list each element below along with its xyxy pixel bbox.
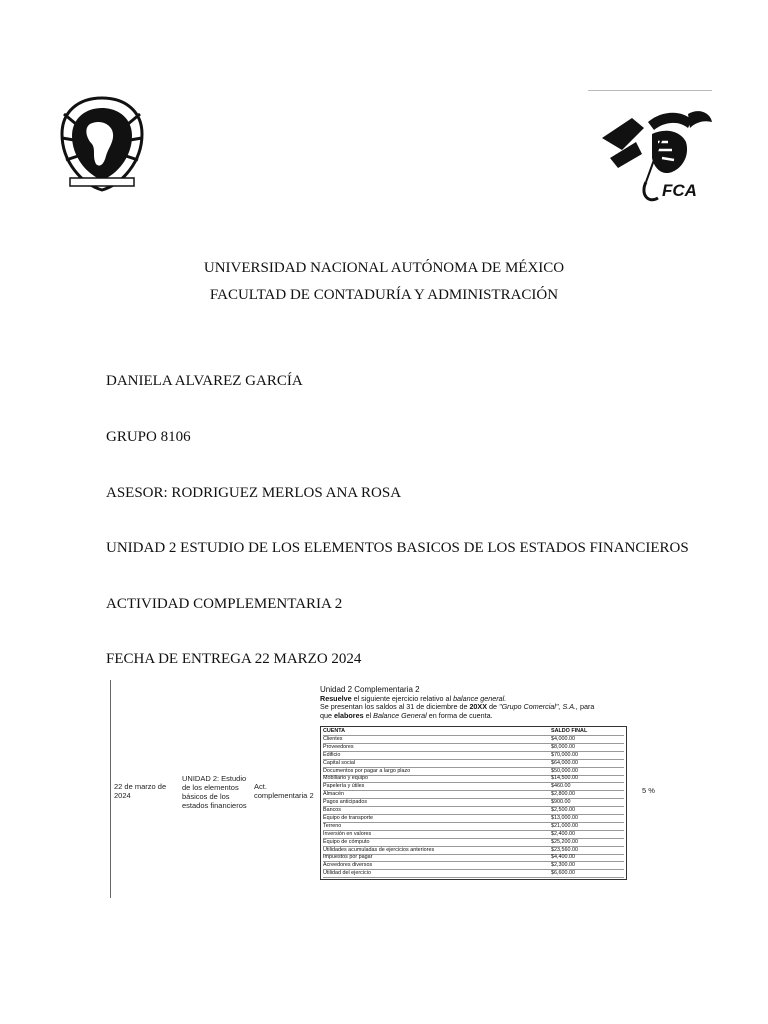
exercise-line-2: Se presentan los saldos al 31 de diciembre de 20XX de "Grupo Comercial", S.A., para xyxy=(320,702,595,712)
account-name: Proveedores xyxy=(323,743,354,750)
account-name: Clientes xyxy=(323,735,343,742)
account-balance: $13,000.00 xyxy=(551,814,578,821)
balance-row xyxy=(323,807,624,815)
account-balance: $64,000.00 xyxy=(551,759,578,766)
account-name: Bancos xyxy=(323,807,341,813)
balance-row xyxy=(323,839,624,847)
account-balance: $23,560.00 xyxy=(551,846,578,853)
balance-row xyxy=(323,760,624,768)
unam-logo xyxy=(56,94,148,194)
account-balance: $2,300.00 xyxy=(551,862,575,869)
account-balance: $14,500.00 xyxy=(551,775,578,782)
activity-unit-cell: UNIDAD 2: Estudio de los elementos básicos de los estados financieros xyxy=(182,774,247,810)
account-name: Utilidad del ejercicio xyxy=(323,870,371,877)
account-balance: $460.00 xyxy=(551,783,571,790)
balance-row xyxy=(323,815,624,823)
account-name: Acreedores diversos xyxy=(323,862,373,869)
account-balance: $8,000.00 xyxy=(551,743,575,750)
activity-title: ACTIVIDAD COMPLEMENTARIA 2 xyxy=(106,596,343,612)
account-balance: $21,000.00 xyxy=(551,822,578,829)
balance-row xyxy=(323,752,624,760)
balance-row xyxy=(323,847,624,855)
due-date: FECHA DE ENTREGA 22 MARZO 2024 xyxy=(106,651,362,667)
account-name: Papelería y útiles xyxy=(323,783,365,790)
balance-row xyxy=(323,854,624,862)
table-left-border xyxy=(110,680,111,898)
account-name: Pagos anticipados xyxy=(323,799,368,806)
exercise-instructions xyxy=(320,686,640,720)
advisor-name: ASESOR: RODRIGUEZ MERLOS ANA ROSA xyxy=(106,485,402,501)
balance-row xyxy=(323,736,624,744)
account-balance: $4,000.00 xyxy=(551,735,575,742)
account-name: Utilidades acumuladas de ejercicios anteriores xyxy=(323,846,435,853)
balance-row xyxy=(323,768,624,776)
account-name: Documentos por pagar a largo plazo xyxy=(323,767,411,774)
account-balance: $900.00 xyxy=(551,799,571,806)
account-name: Edificio xyxy=(323,751,341,758)
balance-row xyxy=(323,744,624,752)
logo-rule xyxy=(588,90,712,91)
account-name: Equipo de cómputo xyxy=(323,838,370,845)
account-name: Impuestos por pagar xyxy=(323,854,373,861)
column-header-balance: SALDO FINAL xyxy=(551,728,588,734)
faculty-name: FACULTAD DE CONTADURÍA Y ADMINISTRACIÓN xyxy=(209,287,559,303)
fca-logo xyxy=(592,98,714,206)
group-number: GRUPO 8106 xyxy=(106,429,191,445)
account-name: Equipo de transporte xyxy=(323,814,374,821)
student-name: DANIELA ALVAREZ GARCÍA xyxy=(106,373,303,389)
account-balance: $6,600.00 xyxy=(551,870,575,877)
balance-row xyxy=(323,870,624,878)
balance-row xyxy=(323,831,624,839)
activity-table xyxy=(110,680,670,898)
account-name: Almacén xyxy=(323,791,344,798)
exercise-line-3: que elabores el Balance General en forma de cuenta. xyxy=(320,710,493,720)
balance-row xyxy=(323,823,624,831)
account-name: Capital social xyxy=(323,759,356,766)
account-balance: $50,000.00 xyxy=(551,767,578,774)
account-balance: $2,500.00 xyxy=(551,807,575,813)
balance-row xyxy=(323,862,624,870)
balance-row xyxy=(323,791,624,799)
column-header-account: CUENTA xyxy=(323,728,346,734)
account-balance: $2,400.00 xyxy=(551,830,575,837)
balance-row xyxy=(323,775,624,783)
account-balance: $4,400.00 xyxy=(551,854,575,861)
fca-logo-text: FCA xyxy=(662,181,697,200)
activity-weight-cell: 5 % xyxy=(642,786,655,795)
exercise-line-1: Resuelve el siguiente ejercicio relativo al balance general. xyxy=(320,693,507,703)
exercise-title: Unidad 2 Complementaria 2 xyxy=(320,685,420,694)
unit-title: UNIDAD 2 ESTUDIO DE LOS ELEMENTOS BASICOS DE LOS ESTADOS FINANCIEROS xyxy=(106,540,689,556)
account-balance: $2,800.00 xyxy=(551,791,575,798)
balance-row xyxy=(323,783,624,791)
activity-name-cell: Act. complementaria 2 xyxy=(254,782,314,800)
account-name: Mobiliario y equipo xyxy=(323,775,368,782)
balance-table xyxy=(320,726,627,880)
account-name: Inversión en valores xyxy=(323,830,372,837)
balance-row xyxy=(323,799,624,807)
account-name: Terreno xyxy=(323,822,342,829)
account-balance: $70,000.00 xyxy=(551,751,578,758)
activity-date-cell: 22 de marzo de 2024 xyxy=(114,782,167,800)
university-name: UNIVERSIDAD NACIONAL AUTÓNOMA DE MÉXICO xyxy=(203,260,565,276)
balance-header-row xyxy=(323,728,624,736)
account-balance: $25,200.00 xyxy=(551,838,578,845)
